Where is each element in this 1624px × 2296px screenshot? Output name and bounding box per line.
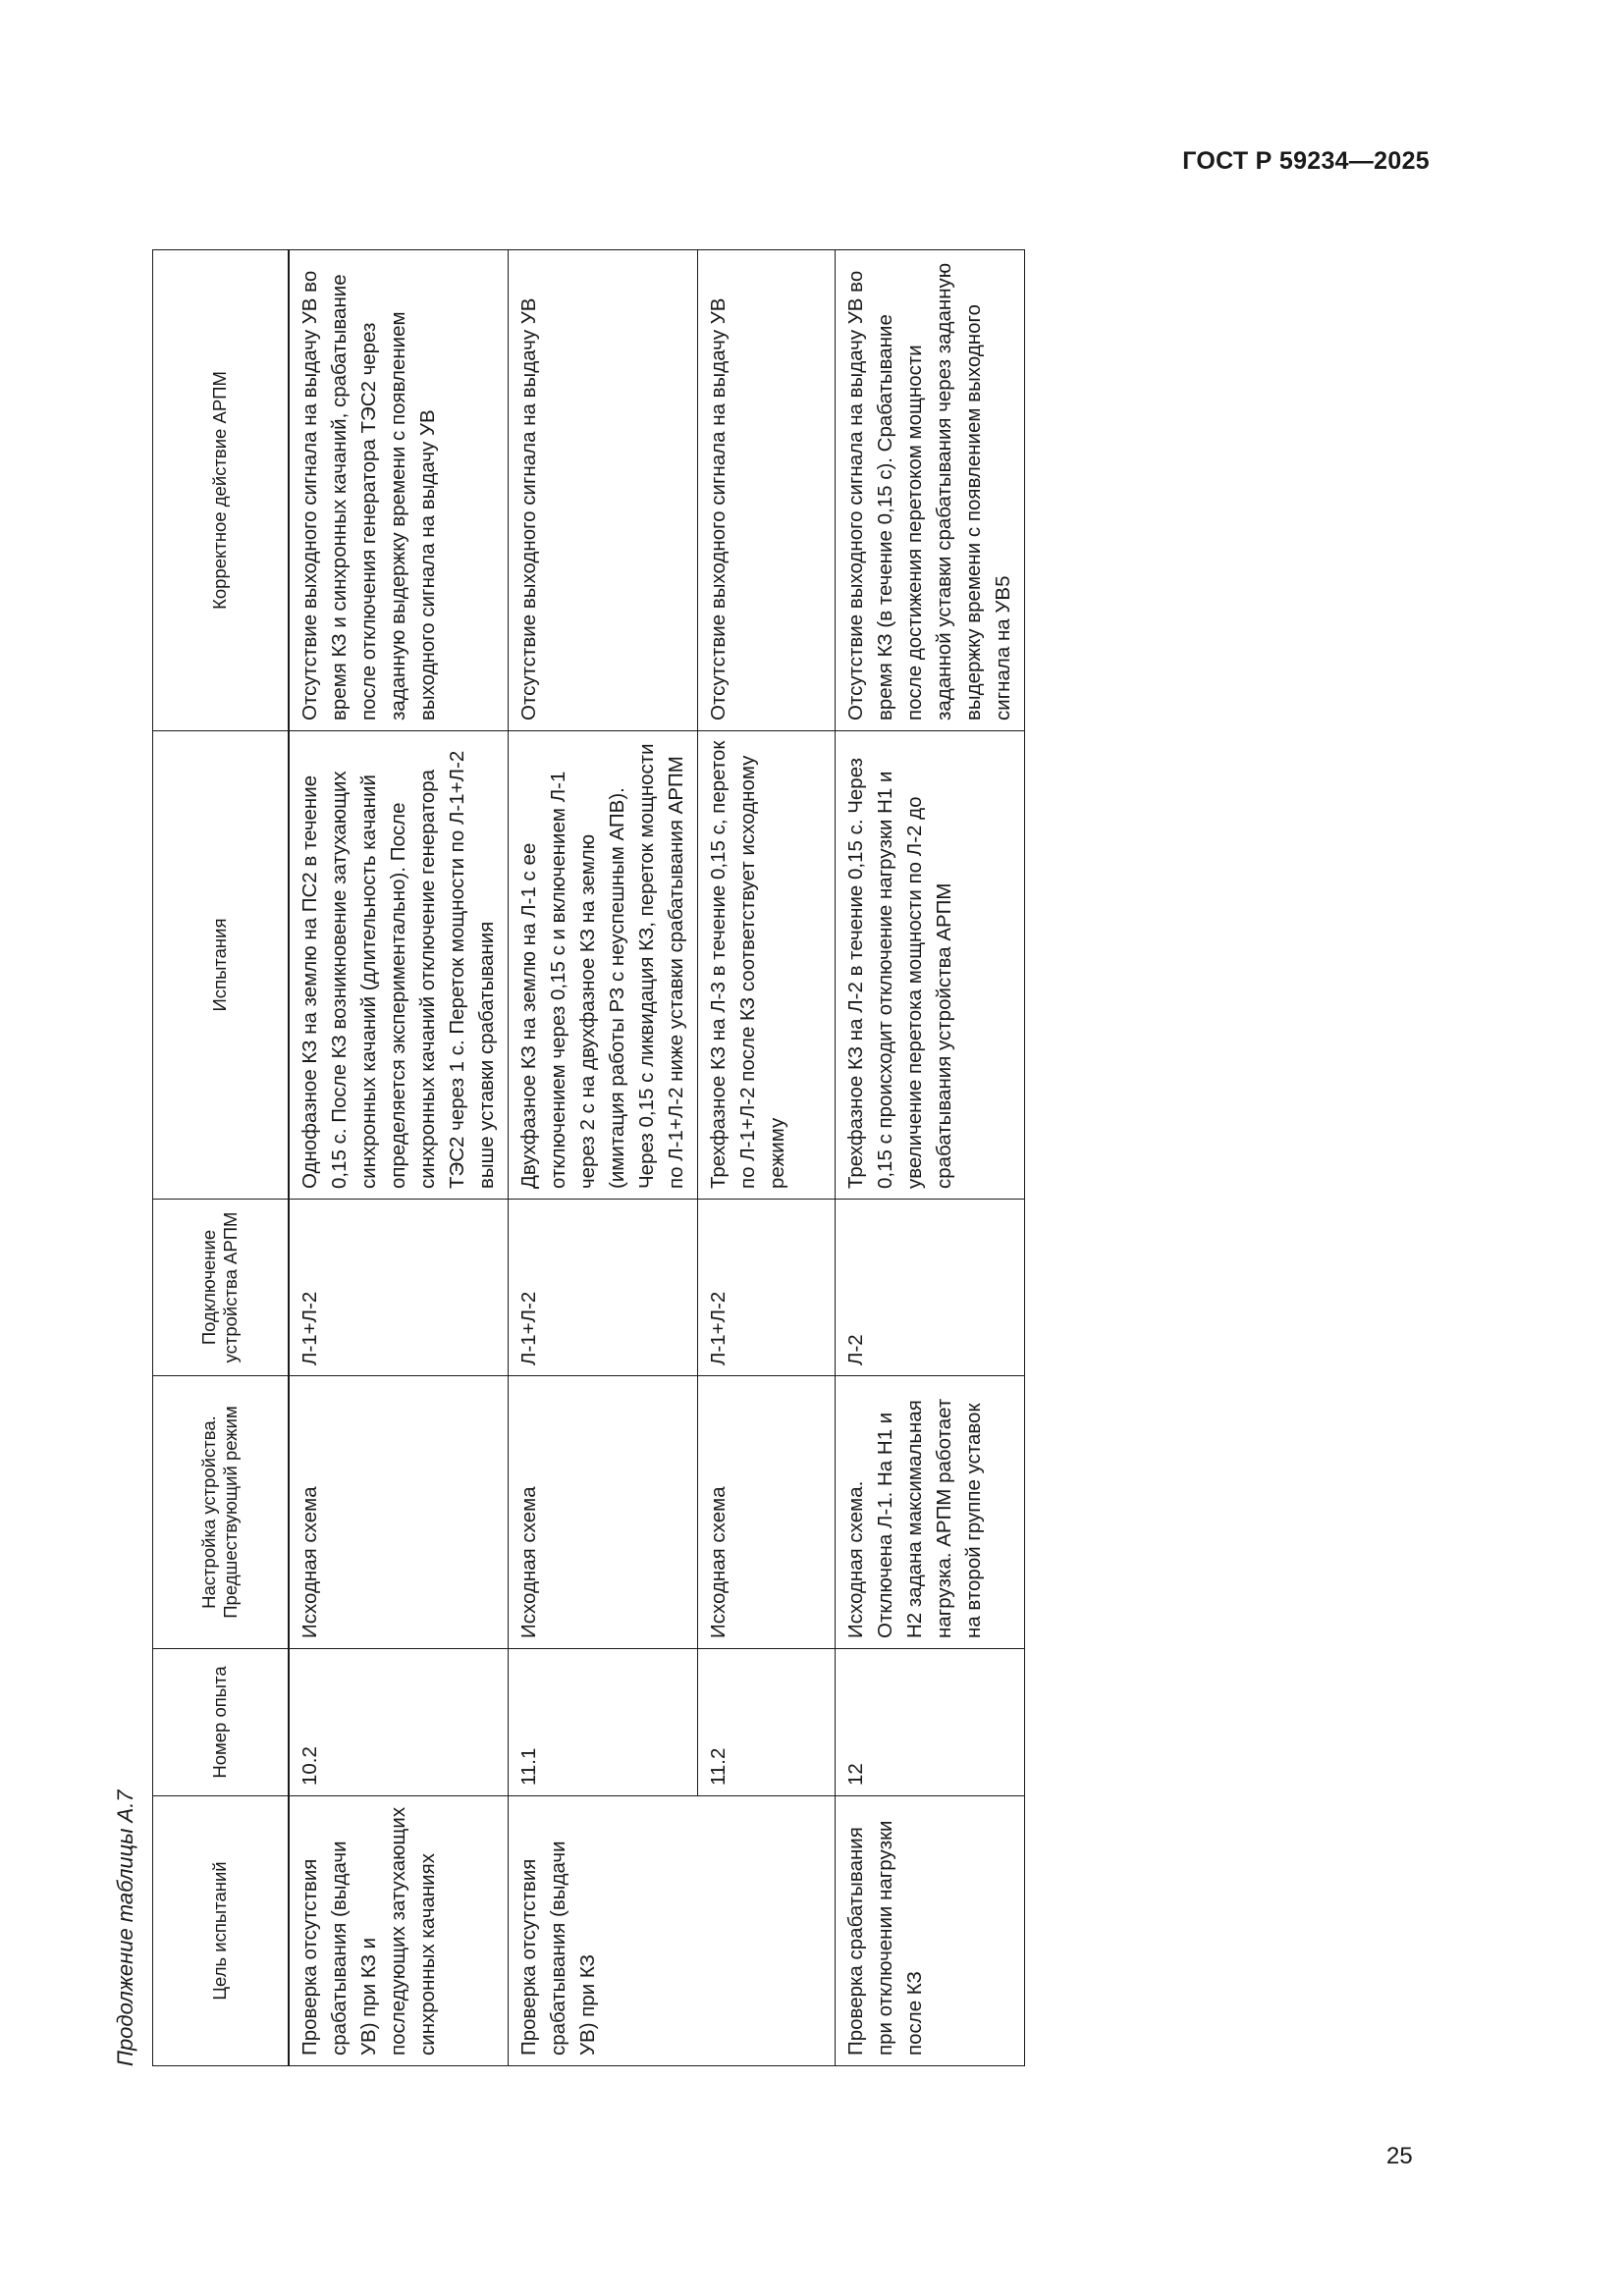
cell-number: 11.1 bbox=[508, 1649, 697, 1796]
column-header: Цель испытаний bbox=[153, 1796, 289, 2066]
column-header: Корректное действие АРПМ bbox=[153, 250, 289, 731]
cell-number: 10.2 bbox=[289, 1649, 509, 1796]
column-header: Подключение устройства АРПМ bbox=[153, 1200, 289, 1376]
cell-number: 12 bbox=[835, 1649, 1024, 1796]
cell-connection: Л-1+Л-2 bbox=[697, 1200, 835, 1376]
test-table bbox=[152, 249, 1025, 2066]
table-header-row bbox=[153, 250, 289, 2066]
cell-goal: Проверка отсутствия срабатывания (выдачи УВ) при КЗ и последующих затухающих синхронных качаниях bbox=[289, 1796, 509, 2066]
cell-connection: Л-2 bbox=[835, 1200, 1024, 1376]
page-number: 25 bbox=[1386, 2143, 1413, 2169]
rotated-page-content bbox=[113, 79, 1183, 2066]
cell-action: Отсутствие выходного сигнала на выдачу УВ во время КЗ (в течение 0,15 с). Срабатывание после достижения перетоком мощности заданной уставки срабатывания через заданную выдержку времени с появлением выходного сигнала на УВ5 bbox=[835, 250, 1024, 731]
cell-goal: Проверка отсутствия срабатывания (выдачи УВ) при КЗ bbox=[508, 1796, 835, 2066]
cell-setup: Исходная схема bbox=[289, 1376, 509, 1649]
cell-test: Однофазное КЗ на землю на ПС2 в течение 0,15 с. После КЗ возникновение затухающих синхронных качаний (длительность качаний определяется экспериментально). После синхронных качаний отключение генератора ТЭС2 через 1 с. Переток мощности по Л-1+Л-2 выше уставки срабатывания bbox=[289, 731, 509, 1200]
table-row bbox=[697, 250, 835, 2066]
cell-setup: Исходная схема bbox=[697, 1376, 835, 1649]
cell-goal: Проверка срабатывания при отключении нагрузки после КЗ bbox=[835, 1796, 1024, 2066]
cell-connection: Л-1+Л-2 bbox=[289, 1200, 509, 1376]
cell-test: Трехфазное КЗ на Л-2 в течение 0,15 с. Через 0,15 с происходит отключение нагрузки Н1 и увеличение перетока мощности по Л-2 до срабатывания устройства АРПМ bbox=[835, 731, 1024, 1200]
cell-test: Трехфазное КЗ на Л-3 в течение 0,15 с, переток по Л-1+Л-2 после КЗ соответствует исходному режиму bbox=[697, 731, 835, 1200]
table-row bbox=[289, 250, 509, 2066]
cell-action: Отсутствие выходного сигнала на выдачу УВ во время КЗ и синхронных качаний, срабатывание после отключения генератора ТЭС2 через заданную выдержку времени с появлением выходного сигнала на выдачу УВ bbox=[289, 250, 509, 731]
cell-setup: Исходная схема bbox=[508, 1376, 697, 1649]
cell-test: Двухфазное КЗ на землю на Л-1 с ее отключением через 0,15 с и включением Л-1 через 2 с на двухфазное КЗ на землю (имитация работы РЗ с неуспешным АПВ). Через 0,15 с ликвидация КЗ, переток мощности по Л-1+Л-2 ниже уставки срабатывания АРПМ bbox=[508, 731, 697, 1200]
cell-connection: Л-1+Л-2 bbox=[508, 1200, 697, 1376]
column-header: Номер опыта bbox=[153, 1649, 289, 1796]
table-row bbox=[835, 250, 1024, 2066]
cell-number: 11.2 bbox=[697, 1649, 835, 1796]
document-code: ГОСТ Р 59234—2025 bbox=[1182, 147, 1430, 175]
table-caption: Продолжение таблицы А.7 bbox=[113, 1789, 137, 2066]
cell-action: Отсутствие выходного сигнала на выдачу УВ bbox=[697, 250, 835, 731]
column-header: Настройка устройства. Предшествующий режим bbox=[153, 1376, 289, 1649]
cell-setup: Исходная схема. Отключена Л-1. На Н1 и Н2 задана максимальная нагрузка. АРПМ работает на второй группе уставок bbox=[835, 1376, 1024, 1649]
cell-action: Отсутствие выходного сигнала на выдачу УВ bbox=[508, 250, 697, 731]
column-header: Испытания bbox=[153, 731, 289, 1200]
table-row bbox=[508, 250, 697, 2066]
